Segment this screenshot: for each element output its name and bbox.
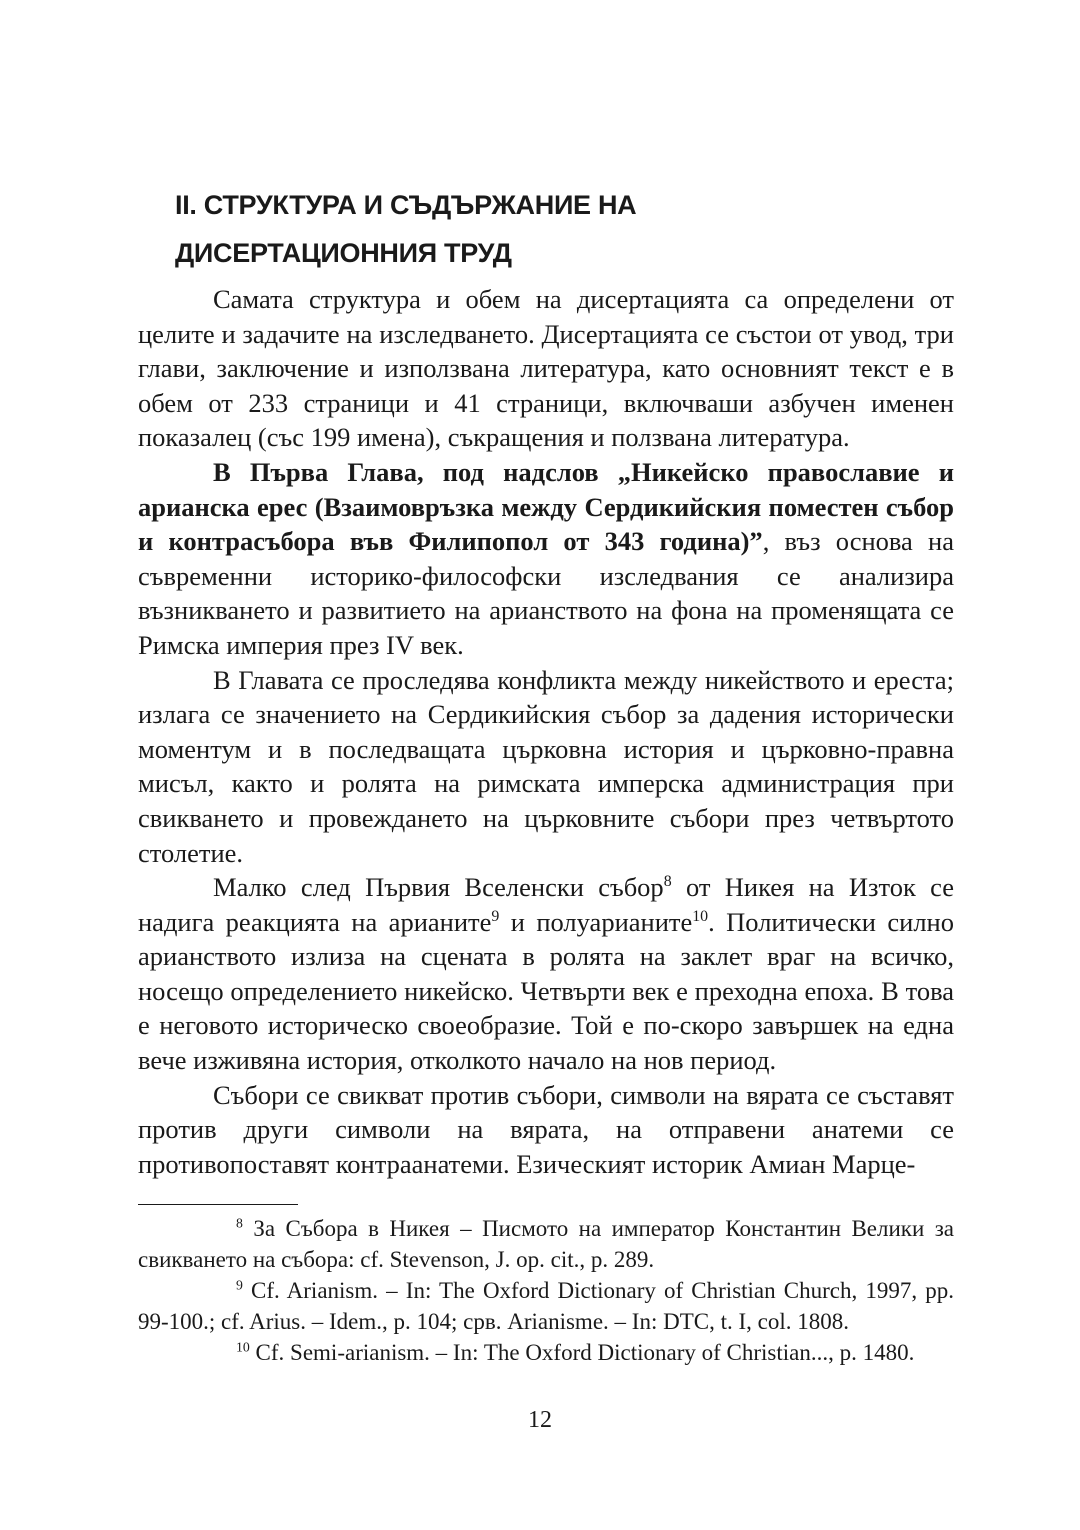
paragraph-structure: Самата структура и обем на дисертацията са определени от целите и задачите на изследването. Дисертацията се състои от увод, три глави, заключение и използвана литература, като основният текст е в обем от 233 страници и 41 страници, включваши азбучен именен показалец (със 199 имена), съкращения и ползвана литература.: [138, 284, 954, 453]
footnote-text: За Събора в Никея – Писмото на император Константин Велики за свикването на събора: cf. Stevenson, J. op. cit., p. 289.: [138, 1216, 954, 1272]
footnote-number: 8: [236, 1215, 243, 1231]
section-heading-line-2: ДИСЕРТАЦИОННИЯ ТРУД: [175, 238, 512, 268]
footnote-ref-10[interactable]: 10: [692, 907, 709, 925]
footnote-ref-8[interactable]: 8: [663, 873, 672, 891]
footnote-9: [138, 1275, 954, 1337]
body-text: [138, 282, 954, 1181]
footnote-ref-9[interactable]: 9: [491, 907, 500, 925]
paragraph-arian-reaction: [138, 870, 954, 1078]
footnote-text: Cf. Arianism. – In: The Oxford Dictionary of Christian Church, 1997, pp. 99-100.; cf. Arius. – Idem., p. 104; срв. Arianisme. – In: DTC, t. I, col. 1808.: [138, 1278, 954, 1334]
paragraph-chapter-conflict: В Главата се проследява конфликта между никейството и ереста; излага се значението на Сердикийския събор за дадения исторически моментум и в последващата църковна история и църковно-правна мисъл, както и ролята на римската имперска администрация при свикването и провеждането на църковните събори през четвъртото столетие.: [138, 664, 954, 868]
page-number: 12: [528, 1407, 552, 1433]
paragraph-arian-reaction-part-3: и полуарианите: [499, 906, 693, 937]
footnote-8: [138, 1213, 954, 1275]
footnote-separator: [138, 1204, 298, 1205]
section-heading-line-1: II. СТРУКТУРА И СЪДЪРЖАНИЕ НА: [175, 190, 637, 220]
section-heading: [175, 181, 975, 277]
paragraph-arian-reaction-part-1: Малко след Първия Вселенски събор: [213, 872, 664, 903]
paragraph-arian-reaction-part-4: . Политически силно арианството излиза на сцената в ролята на заклет враг на всичко, носещо определението никейско. Четвърти век е преходна епоха. В това е неговото историческо своеобразие. Той е по-скоро завършек на една вече изживяна история, отколкото начало на нов период.: [138, 906, 954, 1076]
first-chapter-title: В Първа Глава, под надслов „Никейско православие и арианска ерес (Взаимовръзка между Сердикийския поместен събор и контрасъбора във Филипопол от 343 година)”: [138, 456, 954, 557]
paragraph-councils: Събори се свикват против събори, символи на вярата се съставят против други символи на вярата, на отправени анатеми се противопоставят контраанатеми. Езическият историк Амиан Марце-: [138, 1079, 954, 1179]
paragraph-first-chapter: [138, 455, 954, 663]
footnote-number: 9: [236, 1277, 243, 1293]
first-chapter-description: , въз основа на съвременни историко-философски изследвания се анализира възникването и развитието на арианството на фона на променящата се Римска империя през IV век.: [138, 526, 954, 660]
footnote-10: [138, 1337, 954, 1368]
footnote-text: Cf. Semi-arianism. – In: The Oxford Dictionary of Christian..., p. 1480.: [249, 1340, 915, 1365]
footnotes: [138, 1213, 954, 1368]
paragraph-arian-reaction-part-2: от Никея на Изток се надига реакцията на арианите: [138, 872, 954, 937]
footnote-number: 10: [236, 1339, 250, 1355]
